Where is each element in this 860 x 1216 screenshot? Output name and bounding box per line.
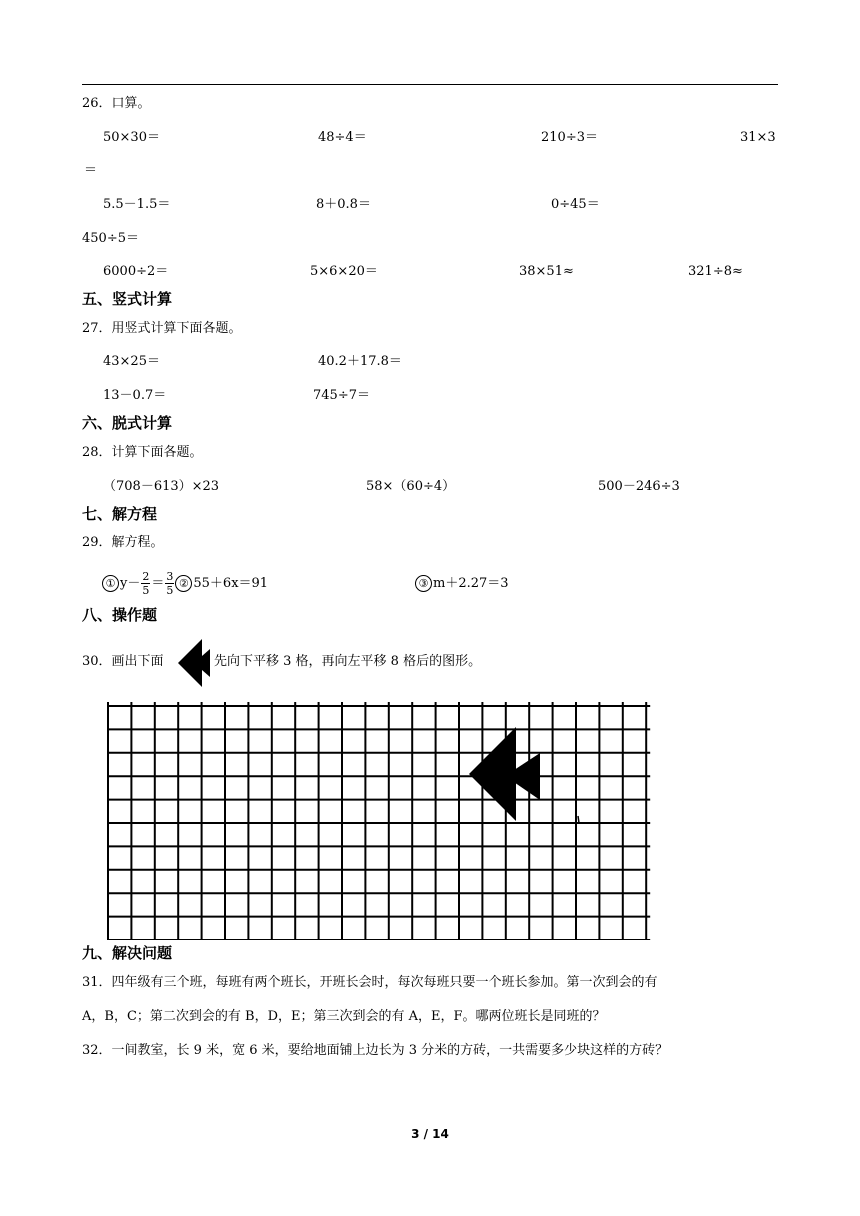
q26-item-2: 48÷4＝ bbox=[318, 130, 367, 145]
q26-item-11: 38×51≈ bbox=[519, 264, 574, 279]
q28-item-2: 58×（60÷4） bbox=[366, 479, 456, 494]
eq2: 55＋6x＝91 bbox=[193, 576, 269, 591]
q29-equation-3 bbox=[415, 569, 509, 599]
section-9-heading: 九、解决问题 bbox=[82, 944, 173, 962]
fraction-3-5 bbox=[165, 571, 174, 596]
eq1-equals: ＝ bbox=[151, 576, 165, 591]
q29-equations-1-2 bbox=[102, 569, 268, 599]
q26-item-8: 450÷5＝ bbox=[82, 231, 139, 246]
q27-item-1: 43×25＝ bbox=[103, 354, 160, 369]
q26-item-1: 50×30＝ bbox=[103, 130, 160, 145]
q26-item-5: 5.5－1.5＝ bbox=[103, 197, 171, 212]
q26-item-10: 5×6×20＝ bbox=[310, 264, 378, 279]
fraction-2-5 bbox=[141, 571, 150, 596]
grid-stray-mark bbox=[578, 816, 579, 823]
fraction-numerator: 3 bbox=[166, 570, 174, 583]
q26-item-6: 8＋0.8＝ bbox=[316, 197, 371, 212]
q29-title: 29．解方程。 bbox=[82, 535, 164, 550]
q26-item-7: 0÷45＝ bbox=[551, 197, 600, 212]
circled-number-3: ③ bbox=[415, 575, 432, 592]
circled-number-2: ② bbox=[175, 575, 192, 592]
q32-text: 32．一间教室，长 9 米，宽 6 米，要给地面铺上边长为 3 分米的方砖，一共需要多少块这样的方砖？ bbox=[82, 1043, 669, 1058]
section-7-heading: 七、解方程 bbox=[82, 505, 158, 523]
q28-title: 28．计算下面各题。 bbox=[82, 445, 203, 460]
header-rule bbox=[82, 84, 778, 85]
fraction-denominator: 5 bbox=[166, 584, 174, 597]
section-8-heading: 八、操作题 bbox=[82, 606, 158, 624]
q28-item-1: （708－613）×23 bbox=[103, 479, 220, 494]
eq3: m＋2.27＝3 bbox=[433, 576, 509, 591]
q26-item-3: 210÷3＝ bbox=[541, 130, 598, 145]
q30-suffix: 先向下平移 3 格，再向左平移 8 格后的图形。 bbox=[214, 654, 482, 669]
section-6-heading: 六、脱式计算 bbox=[82, 414, 173, 432]
grid-lines bbox=[108, 702, 650, 940]
q27-item-2: 40.2＋17.8＝ bbox=[318, 354, 402, 369]
arrow-shape-icon bbox=[178, 636, 213, 690]
q26-title: 26．口算。 bbox=[82, 96, 151, 111]
page-number: 3 / 14 bbox=[411, 1127, 449, 1141]
q27-title: 27．用竖式计算下面各题。 bbox=[82, 321, 242, 336]
translation-grid bbox=[100, 700, 666, 940]
q27-item-3: 13－0.7＝ bbox=[103, 388, 167, 403]
section-5-heading: 五、竖式计算 bbox=[82, 290, 173, 308]
q26-item-4-cont: ＝ bbox=[84, 163, 98, 178]
q30-prefix: 30．画出下面 bbox=[82, 654, 164, 669]
q31-line-1: 31．四年级有三个班，每班有两个班长，开班长会时，每次每班只要一个班长参加。第一次到会的有 bbox=[82, 975, 658, 990]
circled-number-1: ① bbox=[102, 575, 119, 592]
q26-item-12: 321÷8≈ bbox=[688, 264, 743, 279]
eq1-lhs: y－ bbox=[120, 576, 141, 591]
fraction-denominator: 5 bbox=[142, 584, 150, 597]
fraction-numerator: 2 bbox=[142, 570, 150, 583]
q27-item-4: 745÷7＝ bbox=[313, 388, 370, 403]
q31-line-2: A，B，C；第二次到会的有 B，D，E；第三次到会的有 A，E，F。哪两位班长是同班的？ bbox=[82, 1009, 606, 1024]
q28-item-3: 500－246÷3 bbox=[598, 479, 680, 494]
q26-item-9: 6000÷2＝ bbox=[103, 264, 169, 279]
q26-item-4: 31×3 bbox=[740, 130, 776, 145]
